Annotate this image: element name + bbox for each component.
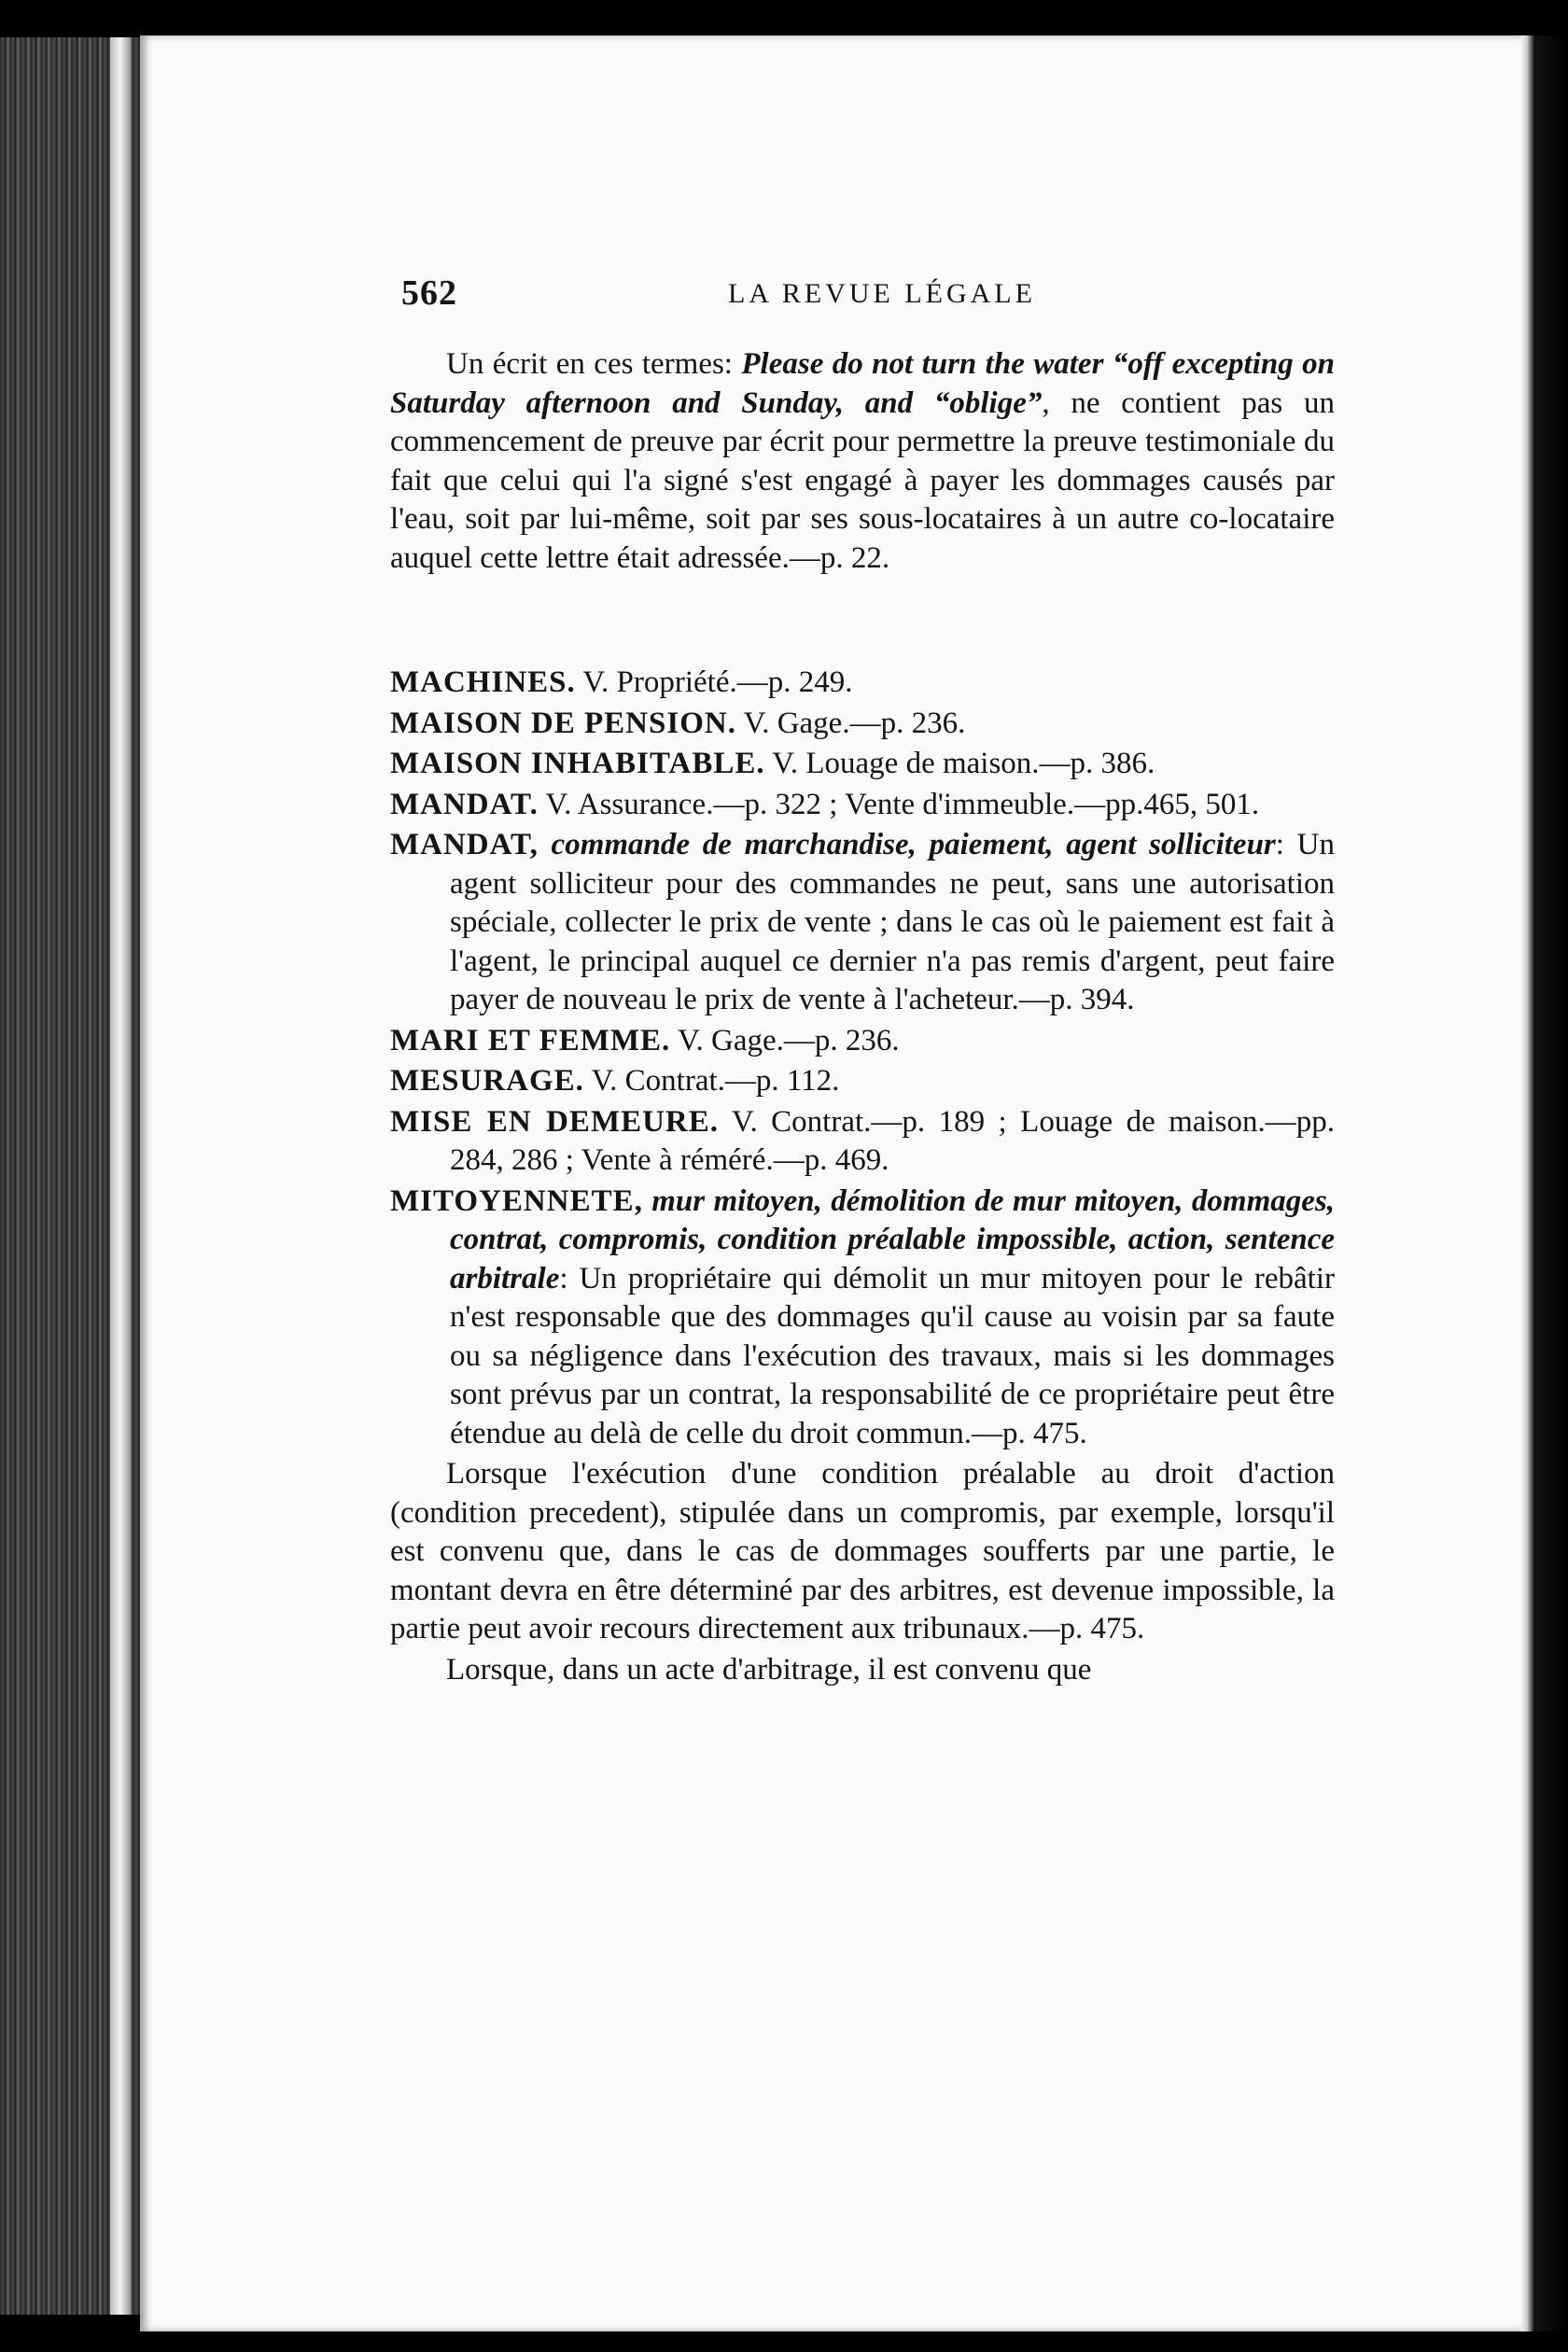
index-entry xyxy=(390,705,1335,744)
intro-lead: Un écrit en ces termes: xyxy=(446,347,742,381)
index-entry xyxy=(390,664,1335,703)
entry-head: MACHINES. xyxy=(390,665,576,699)
intro-rest: , ne contient pas un commencement de preuve par écrit pour permettre la preuve testimoniale du fait que celui qui l'a signé s'est engagé à payer les dommages causés par l'eau, soit par lui-même, soit par ses sous-locataires à un autre co-locataire auquel cette lettre était adressée.—p. 22. xyxy=(390,385,1336,575)
entry-head: MAISON DE PENSION. xyxy=(390,706,736,740)
running-title: LA REVUE LÉGALE xyxy=(728,278,1036,309)
entry-text: V. Louage de maison.—p. 386. xyxy=(764,747,1155,780)
entry-text: : Un agent solliciteur pour des commandes ne peut, sans une autorisation spéciale, collecter le prix de vente ; dans le cas où le paiement est fait à l'agent, le principal auquel ce dernier n'a pas remis d'argent, peut faire payer de nouveau le prix de vente à l'acheteur.—p. 394. xyxy=(450,828,1335,1016)
sub-paragraph: Lorsque l'exécution d'une condition préalable au droit d'action (condition precedent), stipulée dans un compromis, par exemple, lorsqu'il est convenu que, dans le cas de dommages soufferts par une partie, le montant devra en être déterminé par des arbitres, est devenue impossible, la partie peut avoir recours directement aux tribunaux.—p. 475. xyxy=(390,1457,1335,1645)
gutter-shadow xyxy=(1521,35,1568,2331)
index-entry xyxy=(390,1062,1335,1101)
sub-paragraph: Lorsque, dans un acte d'arbitrage, il est convenu que xyxy=(446,1652,1092,1687)
page-content xyxy=(390,345,1335,1689)
page-number: 562 xyxy=(401,273,457,313)
entry-text: V. Gage.—p. 236. xyxy=(735,706,966,740)
index-entry xyxy=(390,1022,1335,1061)
index-entry xyxy=(390,826,1335,1020)
entry-head: MISE EN DEMEURE. xyxy=(390,1104,720,1139)
entry-text: V. Contrat.—p. 112. xyxy=(583,1064,840,1098)
index-entry xyxy=(390,1183,1335,1454)
entry-keywords: commande de marchandise, paiement, agent solliciteur xyxy=(538,828,1276,861)
running-header xyxy=(401,273,1335,319)
entry-text: : Un propriétaire qui démolit un mur mitoyen pour le rebâtir n'est responsable que des dommages qu'il cause au voisin par sa faute ou sa négligence dans l'exécution des travaux, mais si les dommages sont prévus par un contrat, la responsabilité de ce propriétaire peut être étendue au delà de celle du droit commun.—p. 475. xyxy=(450,1261,1335,1450)
entry-head: MESURAGE. xyxy=(390,1064,584,1098)
entry-head: MITOYENNETE, xyxy=(390,1183,643,1218)
index-entry xyxy=(390,1103,1335,1181)
entry-head: MAISON INHABITABLE. xyxy=(390,747,765,780)
index-entry xyxy=(390,786,1335,825)
entry-text: V. Contrat.—p. 189 ; Louage de maison.—pp. 284, 286 ; Vente à réméré.—p. 469. xyxy=(450,1104,1335,1177)
entry-keywords: mur mitoyen, démolition de mur mitoyen, dommages, contrat, compromis, condition préalable impossible, action, sentence arbitrale xyxy=(450,1183,1335,1295)
entry-head: MARI ET FEMME. xyxy=(390,1023,671,1057)
intro-quote: Please do not turn the water “off excepting on Saturday afternoon and Sunday, and “oblige” xyxy=(390,347,1335,420)
entry-head: MANDAT. xyxy=(390,787,539,821)
entry-head: MANDAT, xyxy=(390,828,539,861)
page-edge-highlight xyxy=(110,37,131,2315)
entry-text: V. Propriété.—p. 249. xyxy=(575,665,853,699)
intro-paragraph xyxy=(390,345,1335,578)
index-entry xyxy=(390,745,1335,784)
entry-text: V. Gage.—p. 236. xyxy=(670,1023,900,1057)
entry-text: V. Assurance.—p. 322 ; Vente d'immeuble.—pp.465, 501. xyxy=(538,787,1260,821)
